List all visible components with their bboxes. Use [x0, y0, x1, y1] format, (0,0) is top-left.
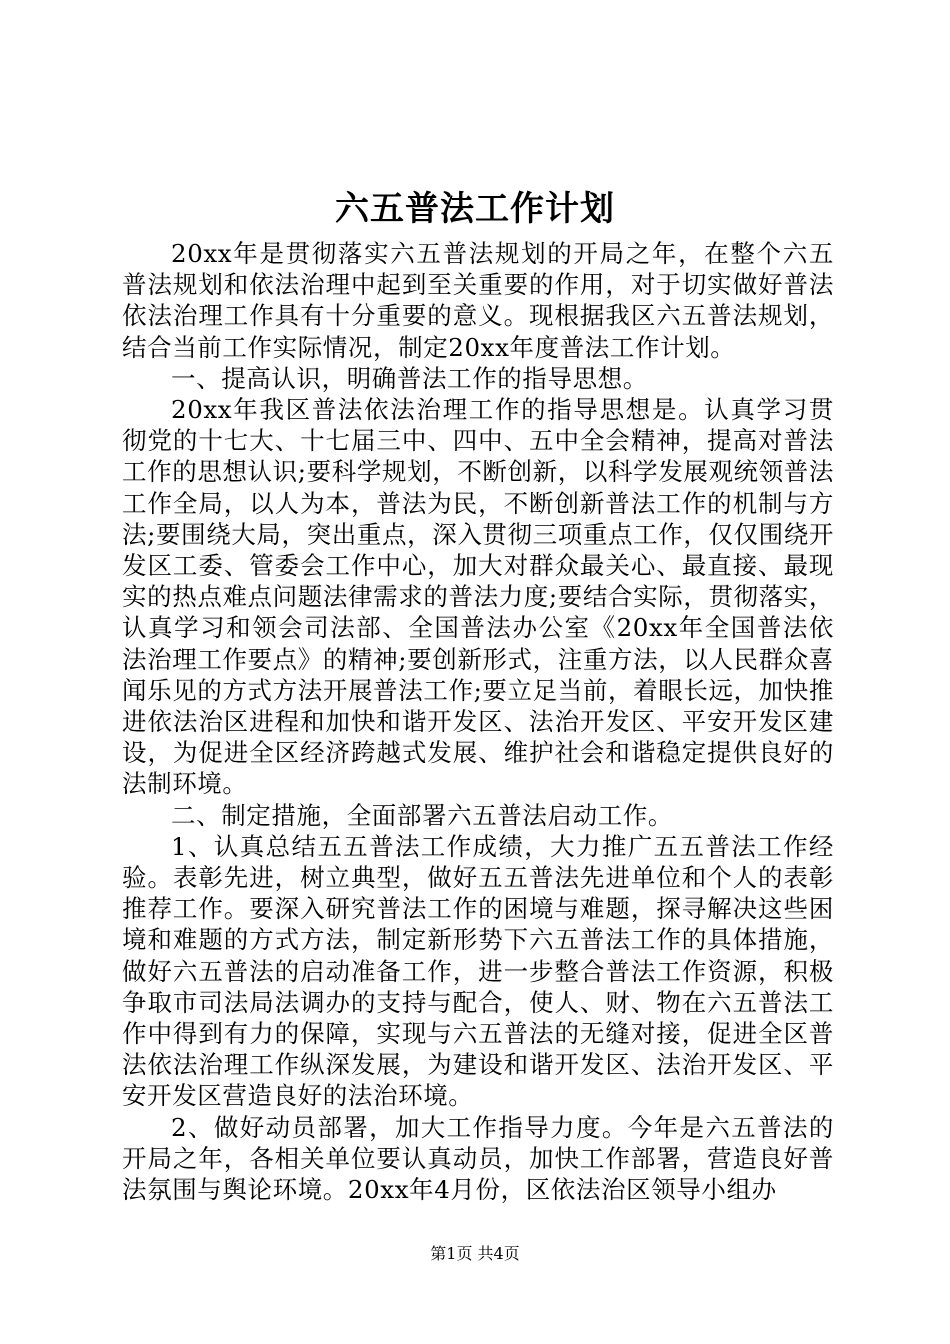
paragraph-guiding-thought: 20xx年我区普法依法治理工作的指导思想是。认真学习贯彻党的十七大、十七届三中、四中、五中全会精神，提高对普法工作的思想认识;要科学规划，不断创新，以科学发展观统领普法工作全局，以人为本，普法为民，不断创新普法工作的机制与方法;要围绕大局，突出重点，深入贯彻三项重点工作，仅仅围绕开发区工委、管委会工作中心，加大对群众最关心、最直接、最现实的热点难点问题法律需求的普法力度;要结合实际，贯彻落实，认真学习和领会司法部、全国普法办公室《20xx年全国普法依法治理工作要点》的精神;要创新形式，注重方法，以人民群众喜闻乐见的方式方法开展普法工作;要立足当前，着眼长远，加快推进依法治区进程和加快和谐开发区、法治开发区、平安开发区建设，为促进全区经济跨越式发展、维护社会和谐稳定提供良好的法制环境。 — [122, 395, 834, 799]
paragraph-item-1: 1、认真总结五五普法工作成绩，大力推广五五普法工作经验。表彰先进，树立典型，做好五五普法先进单位和个人的表彰推荐工作。要深入研究普法工作的困境与难题，探寻解决这些困境和难题的方式方法，制定新形势下六五普法工作的具体措施，做好六五普法的启动准备工作，进一步整合普法工作资源，积极争取市司法局法调办的支持与配合，使人、财、物在六五普法工作中得到有力的保障，实现与六五普法的无缝对接，促进全区普法依法治理工作纵深发展，为建设和谐开发区、法治开发区、平安开发区营造良好的法治环境。 — [122, 831, 834, 1111]
paragraph-item-2: 2、做好动员部署，加大工作指导力度。今年是六五普法的开局之年，各相关单位要认真动员，加快工作部署，营造良好普法氛围与舆论环境。20xx年4月份，区依法治区领导小组办 — [122, 1112, 834, 1205]
document-body — [122, 238, 834, 1205]
section-heading-2: 二、制定措施，全面部署六五普法启动工作。 — [171, 800, 673, 830]
document-title: 六五普法工作计划 — [335, 189, 615, 229]
paragraph-intro: 20xx年是贯彻落实六五普法规划的开局之年，在整个六五普法规划和依法治理中起到至关重要的作用，对于切实做好普法依法治理工作具有十分重要的意义。现根据我区六五普法规划，结合当前工作实际情况，制定20xx年度普法工作计划。 — [122, 239, 834, 362]
page-number-footer: 第1页 共4页 — [430, 1244, 520, 1263]
section-heading-1: 一、提高认识，明确普法工作的指导思想。 — [171, 363, 648, 393]
